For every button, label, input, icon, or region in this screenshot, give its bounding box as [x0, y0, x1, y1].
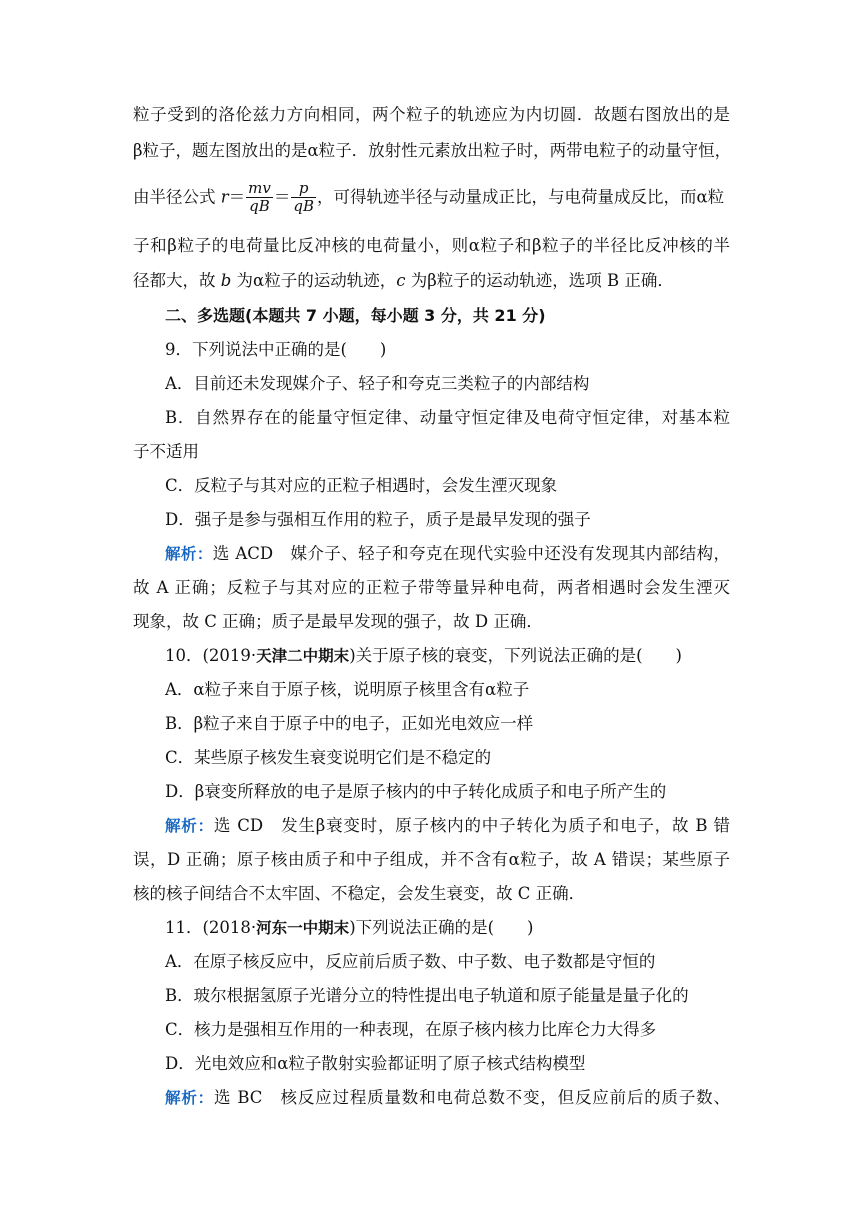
fraction-mv-qb: [246, 180, 273, 216]
equals: ＝: [228, 187, 246, 207]
text-line: 粒子受到的洛伦兹力方向相同，两个粒子的轨迹应为内切圆．故题右图放出的是: [133, 105, 730, 124]
question-10-option-c: C．某些原子核发生衰变说明它们是不稳定的: [165, 748, 492, 767]
question-text: )下列说法正确的是( ): [349, 918, 534, 937]
var-c: c: [396, 271, 406, 290]
question-9-answer-cont: 现象，故 C 正确；质子是最早发现的强子，故 D 正确．: [133, 612, 543, 631]
numerator: mv: [248, 179, 271, 197]
question-number: 10．(2019·: [165, 646, 257, 665]
question-9-stem: 9．下列说法中正确的是( ): [165, 340, 387, 359]
question-10-option-a: A．α粒子来自于原子核，说明原子核里含有α粒子: [165, 680, 530, 699]
question-11-option-d: D．光电效应和α粒子散射实验都证明了原子核式结构模型: [165, 1054, 586, 1073]
question-9-option-d: D．强子是参与强相互作用的粒子，质子是最早发现的强子: [165, 510, 591, 529]
answer-text: 选 ACD 媒介子、轻子和夸克在现代实验中还没有发现其内部结构，: [212, 544, 730, 563]
text-run: 为β粒子的运动轨迹，选项 B 正确．: [405, 271, 674, 290]
question-text: )关于原子核的衰变，下列说法正确的是( ): [349, 646, 682, 665]
question-10-answer: [165, 818, 730, 835]
text-line: β粒子，题左图放出的是α粒子．放射性元素放出粒子时，两带电粒子的动量守恒，: [133, 141, 732, 160]
text-line: 子和β粒子的电荷量比反冲核的电荷量小，则α粒子和β粒子的半径比反冲核的半: [133, 236, 730, 255]
equals: ＝: [273, 187, 291, 207]
question-10-option-d: D．β衰变所释放的电子是原子核内的中子转化成质子和电子所产生的: [165, 782, 667, 801]
question-9-option-c: C．反粒子与其对应的正粒子相遇时，会发生湮灭现象: [165, 476, 558, 495]
question-11-answer: [165, 1090, 730, 1107]
question-number: 11．(2018·: [165, 918, 257, 937]
question-11-option-a: A．在原子核反应中，反应前后质子数、中子数、电子数都是守恒的: [165, 952, 656, 971]
text-run: ，可得轨迹半径与动量成正比，与电荷量成反比，而α粒: [316, 187, 725, 207]
question-source: 天津二中期末: [256, 647, 350, 665]
fraction-p-qb: [291, 180, 316, 216]
denominator: qB: [249, 197, 270, 216]
numerator: p: [291, 180, 316, 198]
question-source: 河东一中期末: [256, 919, 350, 937]
text-line: [133, 273, 674, 290]
answer-text: 选 BC 核反应过程质量数和电荷总数不变，但反应前后的质子数、: [213, 1088, 730, 1107]
question-9-option-b: B．自然界存在的能量守恒定律、动量守恒定律及电荷守恒定律，对基本粒: [165, 408, 730, 427]
question-9-option-a: A．目前还未发现媒介子、轻子和夸克三类粒子的内部结构: [165, 374, 590, 393]
answer-label: 解析：: [165, 1089, 214, 1107]
var-b: b: [220, 271, 232, 290]
question-9-answer: [165, 546, 730, 563]
question-10-answer-cont: 误，D 正确；原子核由质子和中子组成，并不含有α粒子，故 A 错误；某些原子: [133, 850, 730, 869]
answer-text: 选 CD 发生β衰变时，原子核内的中子转化为质子和电子，故 B 错: [213, 816, 730, 835]
question-10-option-b: B．β粒子来自于原子中的电子，正如光电效应一样: [165, 714, 534, 733]
text-run: 为α粒子的运动轨迹，: [231, 271, 397, 290]
question-11-stem: [165, 920, 534, 937]
question-11-option-c: C．核力是强相互作用的一种表现，在原子核内核力比库仑力大得多: [165, 1020, 657, 1039]
answer-label: 解析：: [165, 817, 214, 835]
question-10-answer-cont: 核的核子间结合不太牢固、不稳定，会发生衰变，故 C 正确．: [133, 884, 586, 903]
denominator: qB: [293, 197, 314, 216]
question-9-option-b-cont: 子不适用: [133, 442, 199, 461]
answer-label: 解析：: [165, 545, 213, 563]
text-run: 径都大，故: [133, 271, 221, 290]
question-10-stem: [165, 648, 682, 665]
text-run: 由半径公式: [133, 187, 221, 207]
question-11-option-b: B．玻尔根据氢原子光谱分立的特性提出电子轨道和原子能量是量子化的: [165, 986, 689, 1005]
question-9-answer-cont: 故 A 正确；反粒子与其对应的正粒子带等量异种电荷，两者相遇时会发生湮灭: [133, 578, 730, 597]
formula-line: [133, 180, 724, 216]
section-heading: 二、多选题(本题共 7 小题，每小题 3 分，共 21 分): [165, 306, 546, 325]
var-r: r: [220, 187, 229, 207]
